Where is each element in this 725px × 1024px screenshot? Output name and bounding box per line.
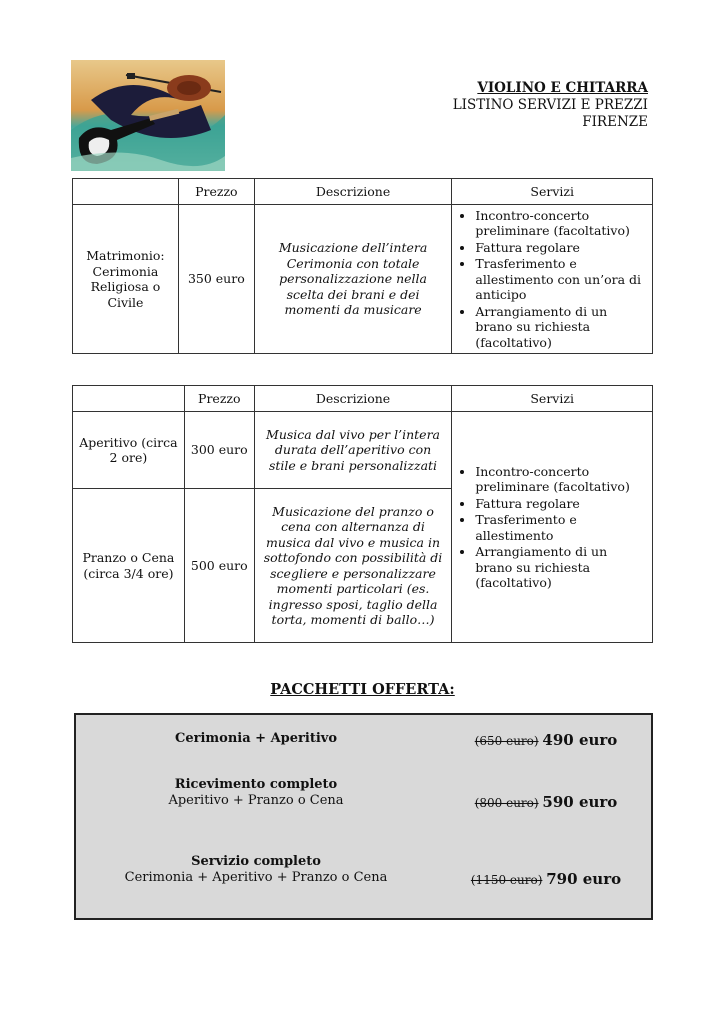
document-title: VIOLINO E CHITARRA [477, 80, 648, 96]
list-item: • Incontro-concerto preliminare (facoltativo) [475, 208, 647, 239]
reception-price-table [72, 385, 653, 643]
list-item: • Trasferimento e allestimento con un’ora di anticipo [475, 256, 647, 303]
new-price: 490 euro [542, 731, 618, 749]
offers-box [74, 713, 653, 920]
header-price: Prezzo [178, 179, 254, 205]
package-name: Servizio completo [191, 854, 321, 869]
service-price: 350 euro [178, 205, 254, 354]
package-1 [76, 731, 436, 747]
header-empty [73, 179, 179, 205]
service-price: 500 euro [184, 489, 254, 643]
violin-guitar-photo [71, 60, 225, 171]
table-header-row [73, 386, 653, 412]
service-description: Musicazione dell’intera Cerimonia con totale personalizzazione nella scelta dei brani e dei momenti da musicare [254, 205, 452, 354]
table-header-row [73, 179, 653, 205]
service-description: Musica dal vivo per l’intera durata dell’aperitivo con stile e brani personalizzati [254, 412, 452, 489]
header-description: Descrizione [254, 179, 452, 205]
package-1-price [436, 731, 656, 749]
header-description: Descrizione [254, 386, 452, 412]
header-price: Prezzo [184, 386, 254, 412]
package-3 [76, 854, 436, 886]
new-price: 790 euro [546, 870, 622, 888]
service-name: Matrimonio: Cerimonia Religiosa o Civile [73, 205, 179, 354]
service-description: Musicazione del pranzo o cena con alternanza di musica dal vivo e musica in sottofondo con possibilità di scegliere e personalizzare momenti particolari (es. ingresso sposi, taglio della torta, momenti di ballo…) [254, 489, 452, 643]
service-name: Aperitivo (circa 2 ore) [73, 412, 185, 489]
old-price: (800 euro) [474, 796, 539, 810]
package-3-price [436, 870, 656, 888]
list-item: • Fattura regolare [475, 496, 647, 512]
table-row [73, 205, 653, 354]
document-subtitle: LISTINO SERVIZI E PREZZI [452, 97, 648, 113]
header-services: Servizi [452, 179, 653, 205]
package-2-price [436, 793, 656, 811]
service-price: 300 euro [184, 412, 254, 489]
package-2 [76, 777, 436, 809]
list-item: • Fattura regolare [475, 240, 647, 256]
old-price: (650 euro) [474, 734, 539, 748]
services-list [457, 464, 647, 591]
table-row [73, 412, 653, 489]
list-item: • Arrangiamento di un brano su richiesta (facoltativo) [475, 544, 647, 591]
new-price: 590 euro [542, 793, 618, 811]
list-item: • Arrangiamento di un brano su richiesta (facoltativo) [475, 304, 647, 351]
document-city: FIRENZE [582, 114, 648, 130]
package-name: Ricevimento completo [174, 777, 338, 792]
package-detail: Cerimonia + Aperitivo + Pranzo o Cena [124, 870, 388, 885]
header-services: Servizi [452, 386, 653, 412]
package-name: Cerimonia + Aperitivo [175, 731, 337, 746]
list-item: • Trasferimento e allestimento [475, 512, 647, 543]
service-name: Pranzo o Cena (circa 3/4 ore) [73, 489, 185, 643]
package-detail: Aperitivo + Pranzo o Cena [168, 793, 344, 808]
services-list [457, 208, 647, 351]
header-empty [73, 386, 185, 412]
header-block [453, 80, 648, 131]
ceremony-price-table [72, 178, 653, 354]
list-item: • Incontro-concerto preliminare (facoltativo) [475, 464, 647, 495]
old-price: (1150 euro) [470, 873, 543, 887]
service-list-cell [452, 412, 653, 643]
offers-title: PACCHETTI OFFERTA: [270, 681, 455, 698]
service-list-cell [452, 205, 653, 354]
